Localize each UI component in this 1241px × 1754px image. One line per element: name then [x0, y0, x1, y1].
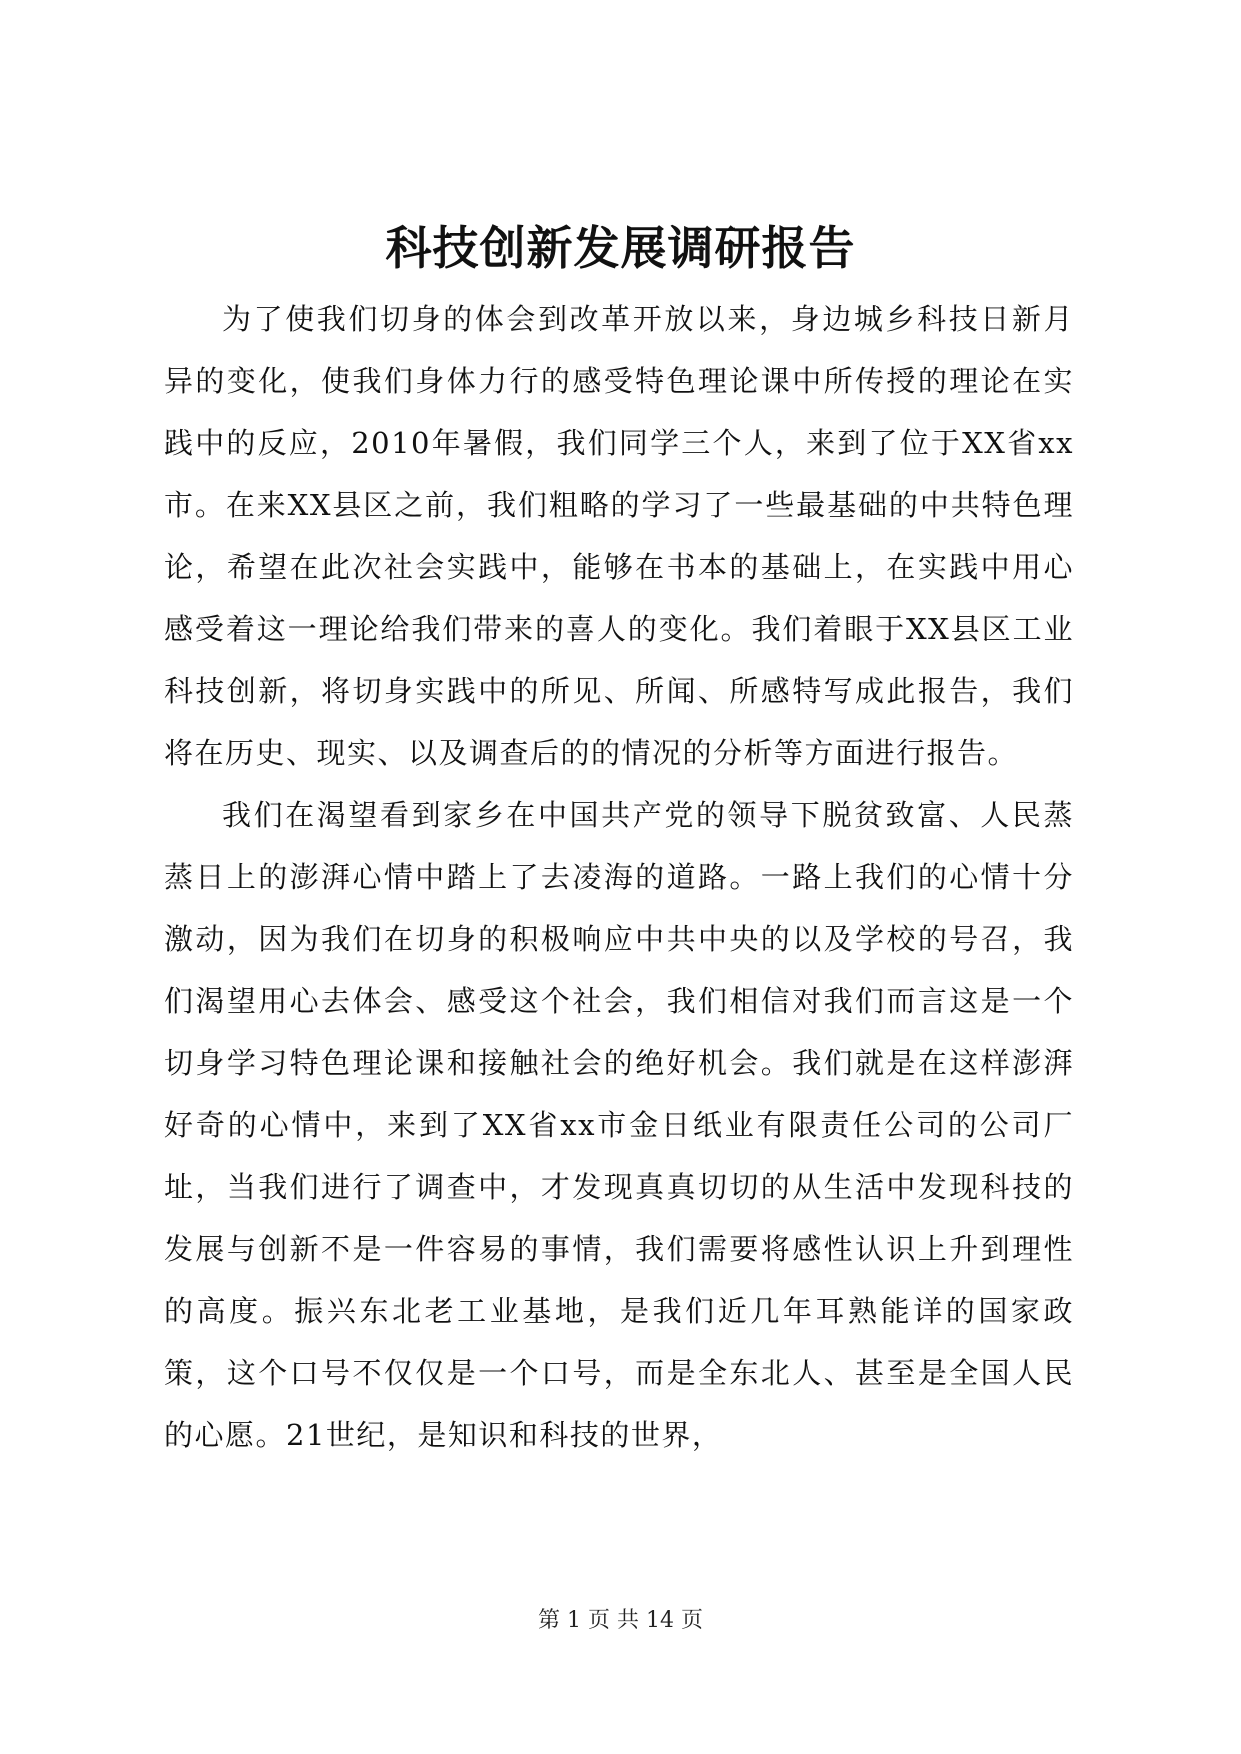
paragraph-2: 我们在渴望看到家乡在中国共产党的领导下脱贫致富、人民蒸蒸日上的澎湃心情中踏上了去凌海的道路。一路上我们的心情十分激动，因为我们在切身的积极响应中共中央的以及学校的号召，我们渴望用心去体会、感受这个社会，我们相信对我们而言这是一个切身学习特色理论课和接触社会的绝好机会。我们就是在这样澎湃好奇的心情中，来到了XX省xx市金日纸业有限责任公司的公司厂址，当我们进行了调查中，才发现真真切切的从生活中发现科技的发展与创新不是一件容易的事情，我们需要将感性认识上升到理性的高度。振兴东北老工业基地，是我们近几年耳熟能详的国家政策，这个口号不仅仅是一个口号，而是全东北人、甚至是全国人民的心愿。21世纪，是知识和科技的世界， [164, 798, 1074, 1452]
document-title: 科技创新发展调研报告 [385, 221, 856, 275]
page-number-footer: 第 1 页 共 14 页 [538, 1608, 703, 1633]
paragraph-1: 为了使我们切身的体会到改革开放以来，身边城乡科技日新月异的变化，使我们身体力行的感受特色理论课中所传授的理论在实践中的反应，2010年暑假，我们同学三个人，来到了位于XX省xx市。在来XX县区之前，我们粗略的学习了一些最基础的中共特色理论，希望在此次社会实践中，能够在书本的基础上，在实践中用心感受着这一理论给我们带来的喜人的变化。我们着眼于XX县区工业科技创新，将切身实践中的所见、所闻、所感特写成此报告，我们将在历史、现实、以及调查后的的情况的分析等方面进行报告。 [164, 302, 1074, 770]
document-body [164, 288, 1074, 1466]
